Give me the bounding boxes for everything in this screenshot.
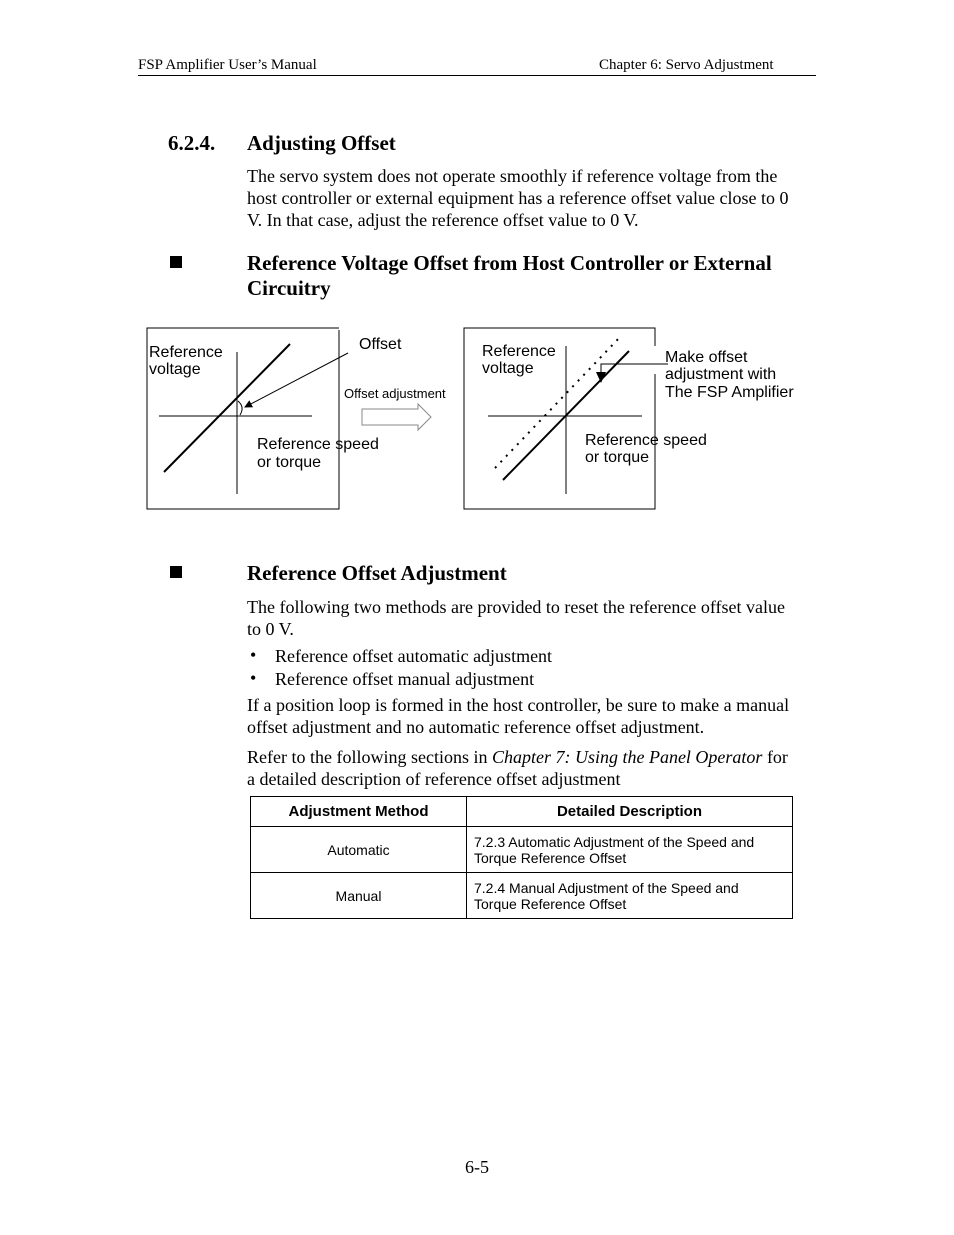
methods-paragraph: [247, 596, 817, 640]
right-y-label-line1: Reference: [482, 343, 556, 360]
intro-line: host controller or external equipment has a reference offset value close to 0: [247, 188, 789, 208]
position-loop-paragraph: [247, 694, 817, 738]
bullet-dot-icon: •: [250, 668, 257, 688]
offset-angle-arc: [238, 401, 242, 415]
table-cell-description: [467, 827, 793, 873]
table-row: [251, 827, 793, 873]
refer-text: Refer to the following sections in: [247, 747, 492, 767]
refer-text: for: [762, 747, 788, 767]
running-header-left: FSP Amplifier User’s Manual: [138, 57, 317, 73]
diagram-right-panel: [464, 328, 794, 509]
position-loop-line: offset adjustment and no automatic reference offset adjustment.: [247, 717, 705, 737]
left-x-label-line2: or torque: [257, 454, 322, 471]
offset-diagram: [0, 0, 954, 540]
refer-line: [247, 746, 817, 768]
table-cell-line: 7.2.3 Automatic Adjustment of the Speed and: [474, 833, 755, 850]
right-y-label-line2: voltage: [482, 360, 534, 377]
offset-pointer-arrow: [245, 353, 348, 407]
adjustment-arrow-label: Offset adjustment: [344, 386, 446, 401]
intro-line: V. In that case, adjust the reference offset value to 0 V.: [247, 210, 639, 230]
offset-label: Offset: [359, 336, 402, 353]
left-x-label-line1: Reference speed: [257, 436, 379, 453]
bullet-dot-icon: •: [250, 645, 257, 665]
table-cell-method: Automatic: [251, 827, 467, 873]
subsection-title-offset-adjustment: Reference Offset Adjustment: [247, 561, 507, 585]
hollow-arrow-icon: [362, 404, 431, 430]
adjustment-table: [250, 796, 793, 919]
section-number: 6.2.4.: [168, 131, 216, 155]
note-line3: The FSP Amplifier: [665, 384, 794, 401]
adjustment-arrow: [344, 386, 446, 430]
right-x-label-line2: or torque: [585, 449, 650, 466]
square-bullet-icon: [170, 566, 182, 578]
running-header-right: Chapter 6: Servo Adjustment: [599, 57, 774, 73]
table-cell-line: 7.2.4 Manual Adjustment of the Speed and: [474, 879, 739, 896]
note-line2: adjustment with: [665, 366, 777, 383]
table-header-method: Adjustment Method: [251, 797, 467, 827]
note-pointer: [601, 364, 668, 380]
right-x-label-line1: Reference speed: [585, 432, 707, 449]
table-cell-description: [467, 873, 793, 919]
chapter-reference: Chapter 7: Using the Panel Operator: [491, 747, 763, 767]
refer-line: a detailed description of reference offset adjustment: [247, 769, 621, 789]
page-number: 6-5: [465, 1157, 489, 1177]
table-header-description: Detailed Description: [467, 797, 793, 827]
table-row: [251, 873, 793, 919]
note-line1: Make offset: [665, 349, 748, 366]
refer-paragraph: [247, 746, 817, 790]
intro-line: The servo system does not operate smoothly if reference voltage from the: [247, 166, 778, 186]
subsection-title-line: Circuitry: [247, 276, 331, 300]
bullet-item-manual: Reference offset manual adjustment: [275, 669, 535, 689]
methods-line: to 0 V.: [247, 619, 294, 639]
section-title: Adjusting Offset: [247, 131, 396, 155]
subsection-title-line: Reference Voltage Offset from Host Controller or External: [247, 251, 772, 275]
table-header-row: [251, 797, 793, 827]
table-cell-line: Torque Reference Offset: [474, 849, 627, 866]
left-y-label-line2: voltage: [149, 361, 201, 378]
position-loop-line: If a position loop is formed in the host controller, be sure to make a manual: [247, 695, 790, 715]
methods-line: The following two methods are provided to reset the reference offset value: [247, 597, 785, 617]
table-cell-method: Manual: [251, 873, 467, 919]
left-y-label-line1: Reference: [149, 344, 223, 361]
table-cell-line: Torque Reference Offset: [474, 895, 627, 912]
bullet-item-automatic: Reference offset automatic adjustment: [275, 646, 553, 666]
